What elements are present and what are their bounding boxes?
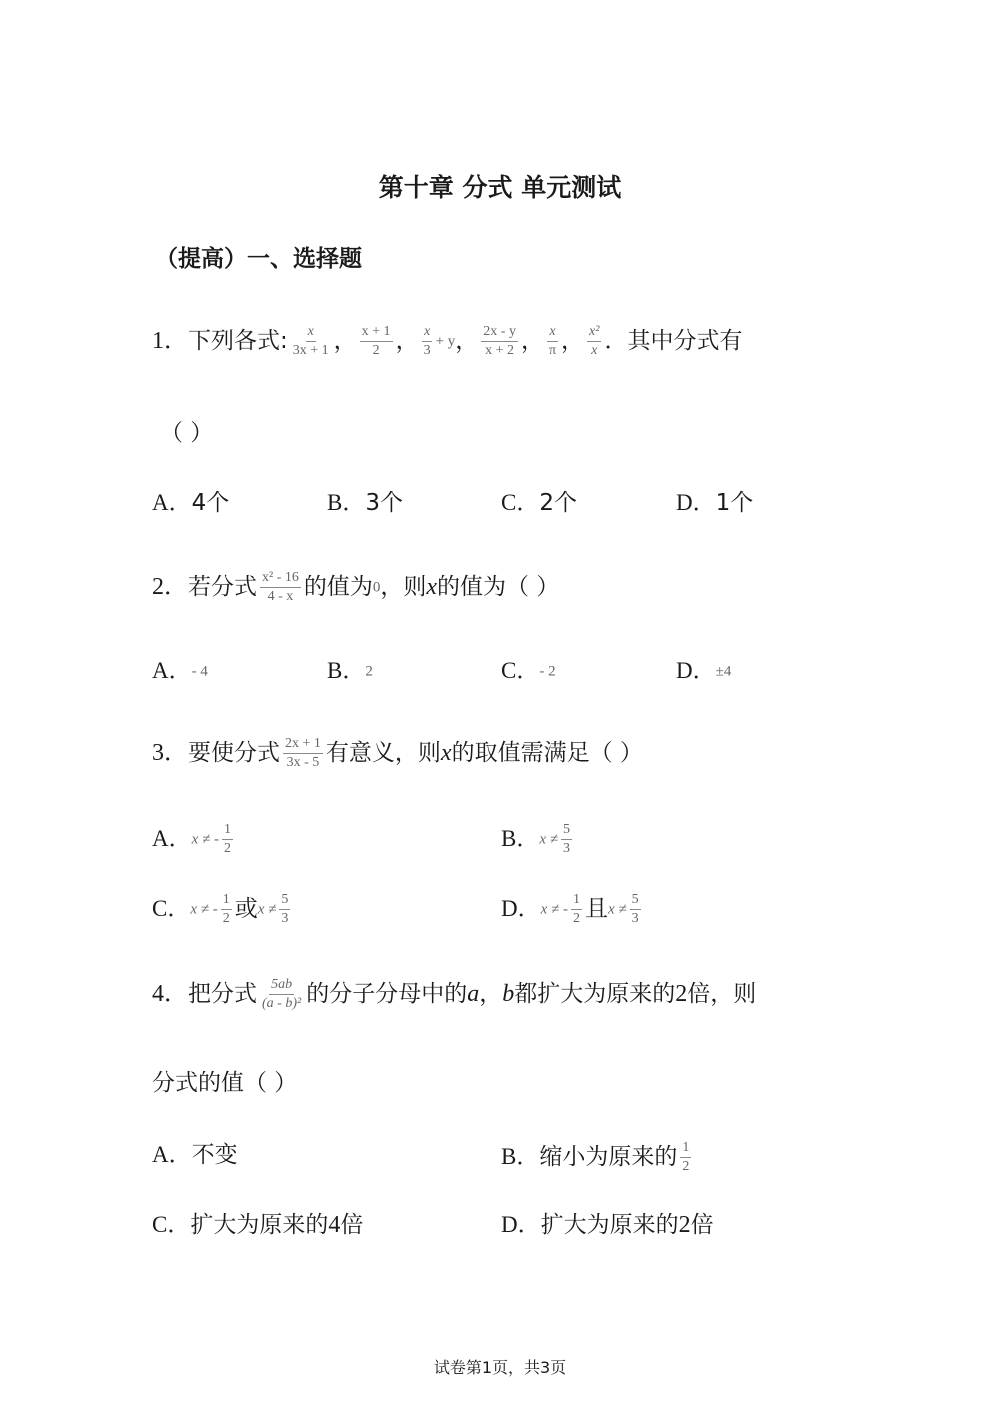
- fraction: $\frac{1}{2}$: [682, 1140, 690, 1175]
- answer-parentheses: （ ）: [160, 420, 214, 446]
- fraction: $\frac{5}{3}$: [281, 892, 289, 927]
- option-d[interactable]: D．扩大为原来的2倍: [501, 1212, 714, 1238]
- option-c[interactable]: C．扩大为原来的4倍: [152, 1212, 364, 1238]
- question-number: 4．: [152, 981, 188, 1008]
- option-b[interactable]: B．缩小为原来的 $\frac{1}{2}$: [501, 1140, 690, 1175]
- question-3: 3．要使分式 $\frac{2x + 1}{3x - 5}$ 有意义，则x的取值需满足（ ）: [152, 736, 643, 771]
- page-title: 第十章 分式 单元测试: [378, 173, 622, 202]
- fraction: $\frac{2x - y}{x + 2}$: [483, 324, 516, 359]
- zero-value: 0: [372, 579, 381, 596]
- option-d[interactable]: D．±4: [676, 658, 732, 683]
- fraction: $\frac{1}{2}$: [224, 822, 232, 857]
- question-tail: ．其中分式有: [604, 328, 743, 355]
- fraction: $\frac{1}{2}$: [222, 892, 230, 927]
- variable-a: a: [467, 981, 480, 1008]
- variable-b: b: [502, 981, 515, 1008]
- variable-x: x: [426, 574, 438, 601]
- question-number: 1．: [152, 328, 188, 355]
- option-c[interactable]: C．2个: [501, 490, 577, 516]
- option-b[interactable]: B．x ≠ $\frac{5}{3}$: [501, 822, 570, 857]
- fraction: $\frac{1}{2}$: [573, 892, 581, 927]
- question-lead: 下列各式:: [188, 328, 288, 355]
- page-footer: 试卷第1页，共3页: [433, 1358, 567, 1377]
- fraction: $\frac{\text{x²}}{x}$: [589, 324, 600, 359]
- question-1: 1．下列各式: $\frac{x}{3x + 1}$ ， $\frac{x + 1}{2}$ ， $\frac{x}{3}$ + y， $\frac{2x - y}{x + 2}$ ， $\frac{x}{\pi}$ ， $\frac{\text{x²}}{x}$ ．其中分式有: [152, 324, 743, 359]
- option-d[interactable]: D．1个: [676, 490, 754, 516]
- section-heading: （提高）一、选择题: [155, 246, 362, 272]
- option-c[interactable]: C．x ≠ - $\frac{1}{2}$ 或x ≠ $\frac{5}{3}$: [152, 892, 289, 927]
- fraction: $\frac{2x + 1}{3x - 5}$: [285, 736, 321, 771]
- question-4-line2: 分式的值（ ）: [152, 1070, 298, 1096]
- variable-x: x: [440, 740, 452, 767]
- plus-y: + y: [435, 333, 456, 350]
- question-number: 3．: [152, 740, 188, 767]
- option-a[interactable]: A．不变: [152, 1142, 238, 1168]
- option-b[interactable]: B．2: [327, 658, 373, 683]
- option-c[interactable]: C．- 2: [501, 658, 556, 683]
- fraction: $\frac{5}{3}$: [631, 892, 639, 927]
- fraction: $\frac{5}{3}$: [562, 822, 570, 857]
- option-b[interactable]: B．3个: [327, 490, 403, 516]
- option-a[interactable]: A．4个: [152, 490, 230, 516]
- question-4: 4．把分式 $\frac{5ab}{\text{(a - b)²}}$ 的分子分母中的a，b都扩大为原来的2倍，则: [152, 977, 757, 1012]
- option-a[interactable]: A．- 4: [152, 658, 208, 683]
- fraction: $\frac{x + 1}{2}$: [361, 324, 391, 359]
- fraction: $\frac{x}{3x + 1}$: [292, 324, 329, 359]
- question-number: 2．: [152, 574, 188, 601]
- fraction: $\frac{\text{x² - 16}}{4 - x}$: [262, 570, 299, 605]
- fraction: $\frac{x}{\pi}$: [548, 324, 557, 359]
- question-2: 2．若分式 $\frac{\text{x² - 16}}{4 - x}$ 的值为0，则x的值为（ ）: [152, 570, 560, 605]
- fraction: $\frac{5ab}{\text{(a - b)²}}$: [262, 977, 302, 1012]
- fraction: $\frac{x}{3}$: [423, 324, 431, 359]
- option-a[interactable]: A．x ≠ - $\frac{1}{2}$: [152, 822, 232, 857]
- option-d[interactable]: D．x ≠ - $\frac{1}{2}$ 且x ≠ $\frac{5}{3}$: [501, 892, 639, 927]
